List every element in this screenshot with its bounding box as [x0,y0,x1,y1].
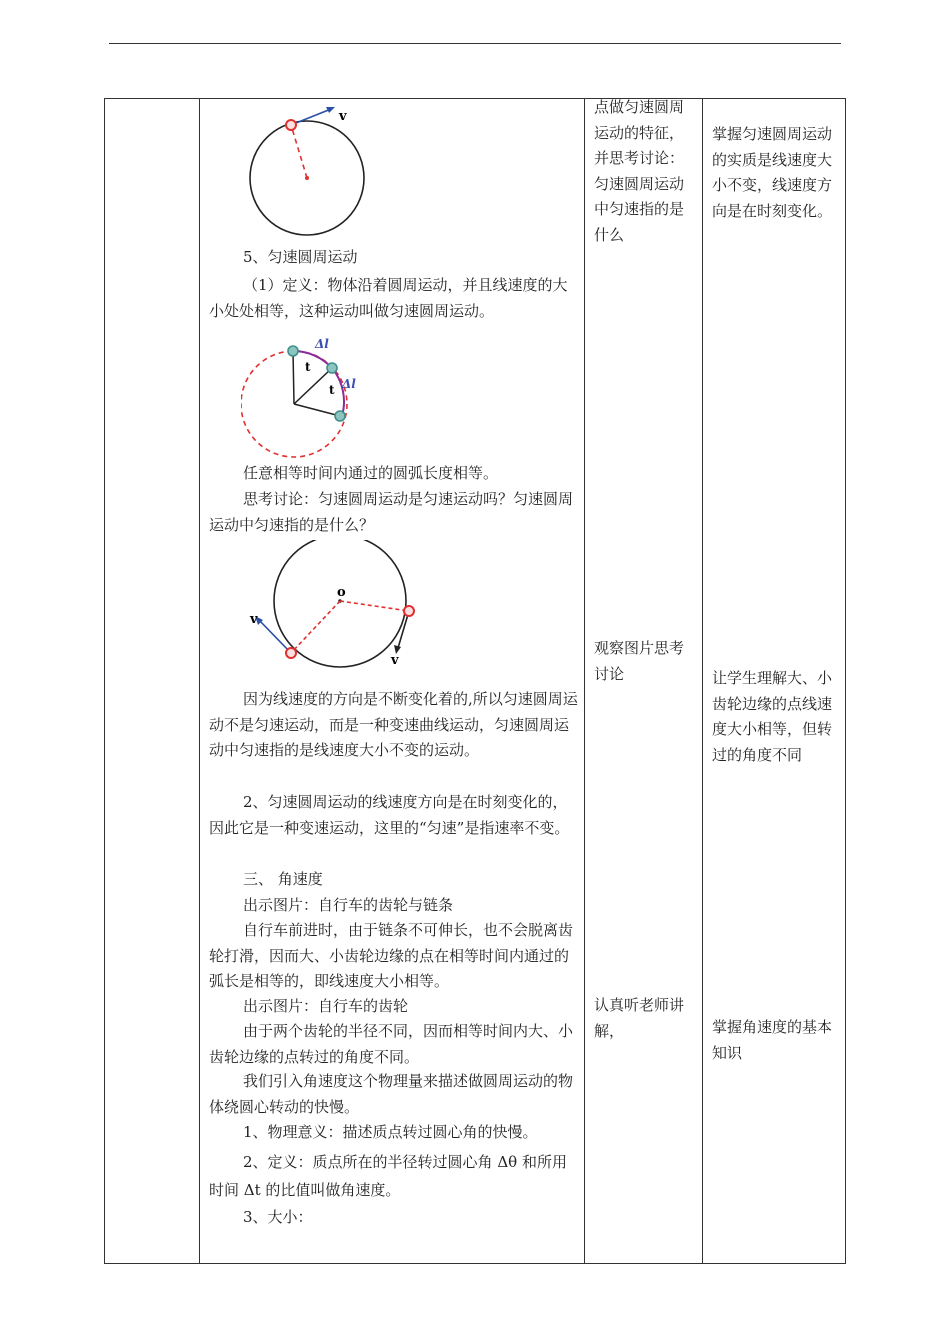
student-activity-2: 观察图片思考讨论 [594,639,685,683]
figure-velocity-circle [241,104,371,244]
column-divider-1 [199,98,200,1264]
fig2-t-label-2: t [329,383,335,397]
column-divider-3 [702,98,703,1264]
because-paragraph: 因为线速度的方向是不断变化着的,所以匀速圆周运动不是匀速运动，而是一种变速曲线运动，匀速圆周运动中匀速指的是线速度大小不变的运动。 [209,690,578,759]
show-picture-1: 出示图片：自行车的齿轮与链条 [243,896,454,914]
fig2-t-label-1: t [305,360,311,374]
fig2-dl-label-1: Δl [315,337,329,351]
section-angular-velocity: 三、 角速度 [243,870,323,888]
think-discuss-text: 思考讨论：匀速圆周运动是匀速运动吗？匀速圆周运动中匀速指的是什么？ [209,490,574,534]
fig3-v-label-left: v [250,612,258,627]
fig1-v-label: v [339,109,347,124]
physical-meaning: 1、物理意义：描述质点转过圆心角的快慢。 [243,1123,538,1141]
fig3-v-label-right: v [391,653,399,668]
angular-velocity-definition: 2、定义：质点所在的半径转过圆心角 Δθ 和所用时间 Δt 的比值叫做角速度。 [209,1153,567,1199]
equal-arc-text: 任意相等时间内通过的圆弧长度相等。 [243,464,499,482]
point-2-paragraph: 2、匀速圆周运动的线速度方向是在时刻变化的，因此它是一种变速运动，这里的“匀速”是指速率不变。 [209,793,570,837]
heading-uniform-circular: 5、匀速圆周运动 [243,248,358,266]
student-activity-3: 认真听老师讲解， [594,996,685,1040]
figure-velocity-direction [241,540,431,686]
show-picture-2: 出示图片：自行车的齿轮 [243,997,409,1015]
radius-paragraph: 由于两个齿轮的半径不同，因而相等时间内大、小齿轮边缘的点转过的角度不同。 [209,1022,574,1066]
bike-paragraph: 自行车前进时，由于链条不可伸长，也不会脱离齿轮打滑，因而大、小齿轮边缘的点在相等时间内通过的弧长是相等的，即线速度大小相等。 [209,921,574,990]
figure-equal-arcs [241,336,369,462]
header-rule [109,43,841,44]
definition-paragraph: （1）定义：物体沿着圆周运动，并且线速度的大小处处相等，这种运动叫做匀速圆周运动。 [209,276,568,320]
design-intent-3: 掌握角速度的基本知识 [712,1018,833,1062]
student-activity-1: 点做匀速圆周运动的特征，并思考讨论：匀速圆周运动中匀速指的是什么 [594,98,685,244]
introduce-paragraph: 我们引入角速度这个物理量来描述做圆周运动的物体绕圆心转动的快慢。 [209,1072,574,1116]
magnitude-label: 3、大小： [243,1208,313,1226]
column-divider-2 [584,98,585,1264]
fig2-dl-label-2: Δl [342,377,356,391]
fig3-o-label: o [337,585,346,600]
design-intent-1: 掌握匀速圆周运动的实质是线速度大小不变，线速度方向是在时刻变化。 [712,125,833,220]
design-intent-2: 让学生理解大、小齿轮边缘的点线速度大小相等，但转过的角度不同 [712,669,833,764]
